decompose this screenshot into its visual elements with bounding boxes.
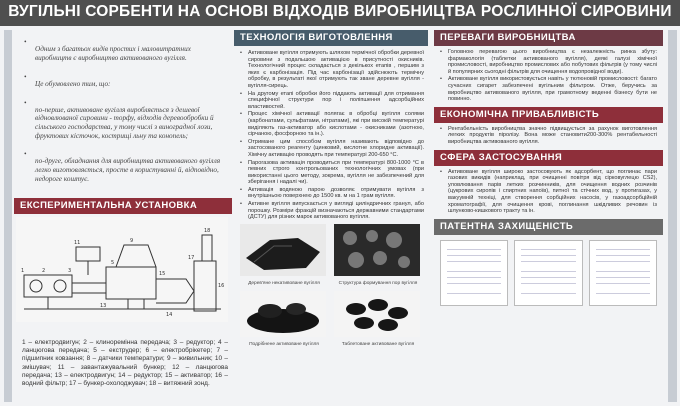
photo-caption: Дерев'яне некативоване вугілля [248, 280, 320, 286]
setup-diagram [14, 214, 232, 330]
technology-item: • Активоване вугілля отримують шляхом термічної обробки деревної сировини з подальшою активацією в присутності окисників. Технологічний процес складається з декількох етапів , першим з яких є карбонізація. Під час карбонізації здійснюють термічну обробку, в результаті якої отримують так зване деревне вугілля - вугілля-сирець. [240, 50, 424, 89]
advantages-list [434, 46, 663, 103]
patent-document [589, 240, 657, 306]
technology-item: • Процес хімічної активації полягає в обробці вугілля солями (карбонатами, сульфатами, нітратами), які при високій температурі виділяють газ-активатор або кислотами - окисниками (азотною, сірчаною, фосфорною та ін.). [240, 111, 424, 138]
applications-item: • Активоване вугілля широко застосовують як адсорбент, що поглинає пари газових викидів (наприклад, при очищенні повітря від сірковуглецю CS2), уловлювання парів летких розчинників, для очищення водних розчинів (цукрових сиропів і спиртних напоїв), питної та стічних вод, у протигазах, у вакуумній техніці, для створення сорбційних насосів, у газоадсорбційній хроматографії, для очищення крові, поглинання шкідливих речовин із шлунково-кишкового тракту та ін. [440, 168, 657, 215]
svg-text:13: 13 [100, 303, 107, 310]
setup-heading: ЕКСПЕРИМЕНТАЛЬНА УСТАНОВКА [14, 198, 232, 214]
intro-paragraph-3: по-перше, активоване вугілля виробляється з дешевої відновлюваної сировини - торфу, відходів деревообробки й сільського господарства, у тому числі з виноградної лози, фруктових кісточок, кострищі льну та конопель; [35, 105, 214, 140]
installation-diagram-icon [16, 217, 228, 322]
patents-heading: ПАТЕНТНА ЗАХИЩЕНІСТЬ [434, 219, 663, 235]
applications-heading: СФЕРА ЗАСТОСУВАННЯ [434, 150, 663, 166]
svg-text:17: 17 [188, 255, 195, 262]
wood-charcoal-image [240, 224, 326, 276]
advantages-item: • Активоване вугілля використовується навіть у тютюновій промисловості: багато сучасних сигарет забезпечені вугільним фільтром. Отже, беручись за виробництво активованого вугілля, при грамотному веденні бізнесу бути не повинно. [440, 76, 657, 103]
crushed-carbon-image [240, 291, 326, 337]
svg-text:9: 9 [130, 238, 134, 245]
technology-heading: ТЕХНОЛОГІЯ ВИГОТОВЛЕННЯ [234, 30, 428, 46]
photo-tablets [334, 291, 422, 348]
svg-text:1: 1 [21, 268, 25, 275]
svg-text:2: 2 [42, 268, 46, 275]
intro-paragraph-1: Одним з багатьох видів простих і маловитратних виробництв є виробництво активованого вугілля. [35, 45, 191, 62]
carbon-tablets-image [334, 291, 420, 337]
applications-list [434, 166, 663, 215]
technology-list [234, 46, 428, 221]
photo-caption: Подрібнене активоване вугілля [249, 341, 319, 347]
left-decor-strip [4, 30, 12, 402]
patent-document [440, 240, 508, 306]
intro-paragraph-2: Це обумовлено тим, що: [35, 79, 111, 88]
setup-legend: 1 – електродвигун; 2 – клиноремінна передача; 3 – редуктор; 4 – ланцюгова передача; 5 – екструдер; 6 – електробрікетер; 7 – підшипник ковзання; 8 – датчики температури; 9 – живильник; 10 – змішувач; 11 – завантажувальний бункер; 12 – ланцюгова передача; 13 – електродвигун; 14 – редуктор; 15 – активатор; 16 – водний фільтр; 17 – бункер-охолоджувач; 18 – витяжний зонд. [22, 338, 228, 387]
photo-wood-charcoal [240, 224, 328, 287]
intro-block: • Одним з багатьох видів простих і маловитратних виробництв є виробництво активованого вугілля. • Це обумовлено тим, що: • по-перше, активоване вугілля виробляється з дешевої відновлюваної сировини - торфу, відходів деревообробки й сільського господарства, у тому числі з виноградної лози, фруктових кісточок, кострищі льну та конопель; • по-друге, обладнання для виробництва активованого вугілля легко виготовляється, просте в користуванні й, відповідно, недороге коштує. [14, 30, 232, 190]
advantages-heading: ПЕРЕВАГИ ВИРОБНИЦТВА [434, 30, 663, 46]
economic-heading: ЕКОНОМІЧНА ПРИВАБЛИВІСТЬ [434, 107, 663, 123]
patent-documents [434, 235, 663, 306]
photos-row-1 [234, 222, 428, 287]
column-left [14, 30, 232, 395]
technology-item: • Отримане цим способом вугілля називають відповідно до застосованого реагенту (цинковий, кислотне хлоридне активації). Хімічну активацію проводять при температурі 200-650 °С. [240, 138, 424, 158]
technology-item: • Активне вугілля випускається у вигляді циліндричних гранул, або порошку. Розміри фракцій визначаються державними стандартами (ДСТУ) для різних марок активованого вугілля. [240, 201, 424, 221]
svg-text:16: 16 [218, 283, 225, 290]
setup-legend-block [14, 330, 232, 388]
svg-text:15: 15 [159, 271, 166, 278]
economic-item: • Рентабельність виробництва значно підвищується за рахунок виготовлення легких продуктів піролізу. Вона може становити200-300% рентабельності виробництва активованого вугілля. [440, 125, 657, 145]
poster-title: ВУГІЛЬНІ СОРБЕНТИ НА ОСНОВІ ВІДХОДІВ ВИРОБНИЦТВА РОСЛИННОЇ СИРОВИНИ [8, 3, 672, 20]
economic-list [434, 123, 663, 146]
svg-text:11: 11 [74, 240, 81, 247]
pore-structure-image [334, 224, 420, 276]
svg-text:18: 18 [204, 228, 211, 235]
technology-item: • На другому етапі обробки його піддають активації для отримання специфічної структури пор і поліпшення адсорбційних властивостей. [240, 90, 424, 110]
patent-document [514, 240, 582, 306]
technology-item: • Активація водяною парою дозволяє отримувати вугілля з внутрішньою поверхнею до 1500 кв. м на 1 грам вугілля. [240, 186, 424, 200]
intro-paragraph-4: по-друге, обладнання для виробництва активованого вугілля легко виготовляється, просте в користуванні й, відповідно, недороге коштує. [35, 157, 221, 183]
svg-text:5: 5 [111, 260, 115, 267]
right-decor-strip [668, 30, 677, 402]
svg-text:3: 3 [68, 268, 72, 275]
column-middle [234, 30, 428, 348]
photo-caption: Структура формування пор вугілля [338, 280, 418, 286]
column-right [434, 30, 663, 306]
photos-row-2 [234, 287, 428, 348]
advantages-item: • Головною перевагою цього виробництва є незалежність ринка збуту: фармакологія (таблетки активованого вугілля), деякі галузі хімічної промисловості, виробництво промислових або побутових фільтрів (у тому числі й популярних сьогодні фільтрів для очищення водопровідної води). [440, 49, 657, 75]
technology-item: • Парогазова активація проводиться при температурі 800-1000 °С в певних строго контрольованих технологічних умовах (при використанні цього методу, зокрема, вугілля не забезпечений для зберігання і надалі чи). [240, 159, 424, 186]
photo-pore-structure [334, 224, 422, 287]
svg-text:14: 14 [166, 312, 173, 319]
photo-crushed-carbon [240, 291, 328, 348]
photo-caption: Таблетоване активоване вугілля [341, 341, 415, 347]
